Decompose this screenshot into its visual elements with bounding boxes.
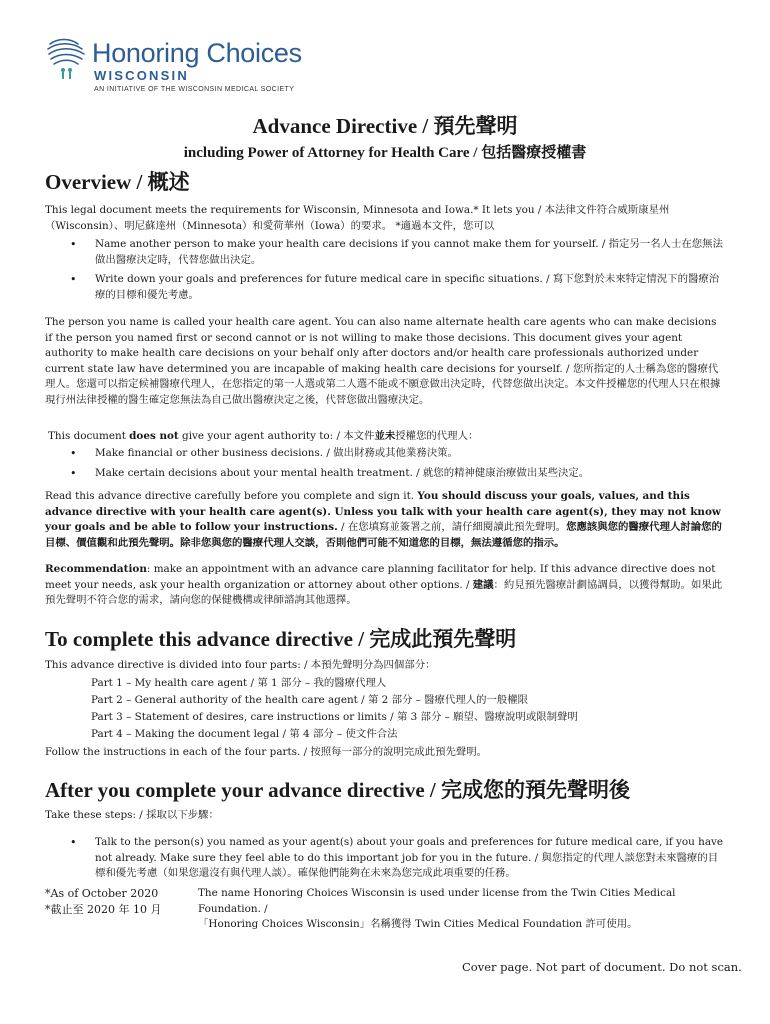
list-item: • Make certain decisions about your mental health treatment. / 就您的精神健康治療做出某些決定。	[70, 466, 725, 482]
license-en: The name Honoring Choices Wisconsin is used under license from the Twin Cities Medical Foundation. /	[198, 887, 676, 915]
list-item: Part 3 – Statement of desires, care instructions or limits / 第 3 部分 – 願望、醫療說明或限制聲明	[91, 711, 578, 723]
emphasis-text: 並未	[374, 430, 396, 442]
recommendation-paragraph	[45, 562, 725, 609]
document-title: Advance Directive / 預先聲明	[252, 114, 518, 138]
overview-bullet-list	[70, 237, 725, 307]
overview-heading: Overview / 概述	[45, 170, 190, 194]
list-item: Part 4 – Making the document legal / 第 4 部分 – 使文件合法	[91, 728, 398, 740]
no-authority-bullet-list	[70, 446, 725, 485]
complete-heading: To complete this advance directive / 完成此預先聲明	[45, 627, 517, 651]
text-span: : make an appointment with an advance care planning facilitator for help. If this advance directive does not meet your needs, ask your health organization or attorney about other options. /	[45, 563, 716, 591]
as-of-en: *As of October 2020	[45, 887, 159, 900]
emphasis-text: 您應該與您的醫療代理人討論您的目標、價值觀和此預先聲明。除非您與您的醫療代理人交談，否則他們可能不知道您的目標，無法遵循您的指示。	[45, 521, 722, 549]
after-intro: Take these steps: / 採取以下步驟：	[45, 809, 219, 821]
after-heading: After you complete your advance directive / 完成您的預先聲明後	[45, 778, 631, 802]
overview-intro: This legal document meets the requirements for Wisconsin, Minnesota and Iowa.* It lets you / 本法律文件符合威斯康星州（Wisconsin）、明尼蘇達州（Minnesota）和愛荷華州（Iowa）的要求。 *適過本文件，您可以	[45, 204, 670, 232]
complete-intro: This advance directive is divided into four parts: / 本預先聲明分為四個部分：	[45, 659, 436, 671]
agent-paragraph: The person you name is called your health care agent. You can also name alternate health care agents who can make decisions if the person you named first or second cannot or is not willing to make those decisions. This document gives your agent authority to make health care decisions on your behalf only after doctors and/or health care professionals authorized under current state law have determined you are incapable of making health care decisions for yourself. / 您所指定的人士稱為您的醫療代理人。您還可以指定候補醫療代理人，在您指定的第一人選或第二人選不能或不願意做出決定時，代替您做出決定。本文件授權您的代理人只在根據現行州法律授權的醫生確定您無法為自己做出醫療決定之後，代替您做出醫療決定。	[45, 316, 721, 406]
license-zh: 「Honoring Choices Wisconsin」名稱獲得 Twin Cities Medical Foundation 許可使用。	[198, 918, 638, 930]
cover-page-footer: Cover page. Not part of document. Do not scan.	[462, 960, 742, 974]
text-span: 授權您的代理人：	[395, 430, 479, 442]
list-item: Part 2 – General authority of the health care agent / 第 2 部分 – 醫療代理人的一般權限	[91, 694, 529, 706]
list-item: • Talk to the person(s) you named as your agent(s) about your goals and preferences for future medical care, if you have not already. Make sure they feel able to do this important job for you in the future. / 與您指定的代理人談您對未來醫療的目標和優先考慮（如果您還沒有與代理人談）。確保他們能夠在未來為您完成此項重要的任務。	[70, 835, 725, 882]
as-of-zh: *截止至 2020 年 10 月	[45, 902, 162, 916]
emphasis-text: 建議	[472, 578, 494, 591]
read-carefully-paragraph	[45, 489, 725, 551]
list-item: • Name another person to make your health care decisions if you cannot make them for yourself. / 指定另一名人士在您無法做出醫療決定時，代替您做出決定。	[70, 237, 725, 268]
emphasis-text: does not	[129, 430, 179, 442]
emphasis-text: You should discuss your goals, values, and this advance directive with your health care agent(s). Unless you talk with your health care agent(s), they may not know your goals and be able to follow your instructions.	[45, 490, 721, 533]
no-authority-paragraph	[48, 429, 728, 445]
list-item: • Write down your goals and preferences for future medical care in specific situations. / 寫下您對於未來特定情況下的醫療治療的目標和優先考慮。	[70, 272, 725, 303]
honoring-choices-logo	[44, 34, 314, 96]
text-span: Read this advance directive carefully before you complete and sign it.	[45, 490, 418, 502]
list-item: Part 1 – My health care agent / 第 1 部分 – 我的醫療代理人	[91, 677, 387, 689]
list-item: • Make financial or other business decisions. / 做出財務或其他業務決策。	[70, 446, 725, 462]
logo-mark-icon	[44, 34, 90, 80]
logo-tagline: AN INITIATIVE OF THE WISCONSIN MEDICAL SOCIETY	[94, 86, 295, 93]
as-of-note	[45, 886, 195, 917]
text-span: ：約見預先醫療計劃協調員，以獲得幫助。如果此預先聲明不符合您的需求，請向您的保健機構或律師諮詢其他選擇。	[45, 578, 723, 606]
logo-name: Honoring Choices	[92, 38, 302, 68]
emphasis-text: Recommendation	[45, 563, 147, 575]
logo-state: WISCONSIN	[94, 68, 189, 83]
text-span: This document	[48, 430, 130, 442]
document-subtitle: including Power of Attorney for Health Care / 包括醫療授權書	[183, 145, 587, 161]
parts-list	[91, 676, 721, 744]
complete-follow: Follow the instructions in each of the four parts. / 按照每一部分的說明完成此預先聲明。	[45, 746, 488, 758]
after-bullet-list	[70, 835, 725, 886]
text-span: / 在您填寫並簽署之前，請仔細閱讀此預先聲明。	[337, 521, 567, 533]
text-span: give your agent authority to: / 本文件	[178, 430, 375, 442]
license-note	[198, 886, 728, 933]
